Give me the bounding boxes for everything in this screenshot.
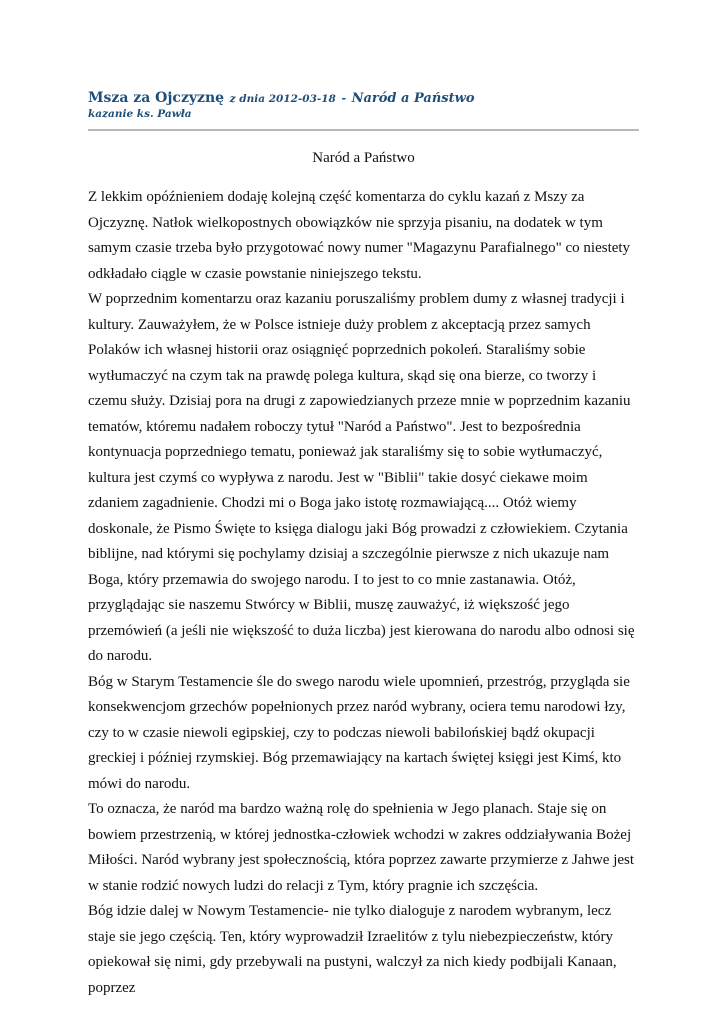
- paragraph: Bóg w Starym Testamencie śle do swego narodu wiele upomnień, przestróg, przygląda sie konsekwencjom grzechów popełnionych przez naród wybrany, ociera temu narodowi łzy, czy to w czasie niewoli egipskiej, czy to podczas niewoli babilońskiej bądź okupacji greckiej i później rzymskiej. Bóg przemawiający na kartach świętej księgi jest Kimś, kto mówi do narodu.: [88, 673, 630, 792]
- paragraph: W poprzednim komentarzu oraz kazaniu poruszaliśmy problem dumy z własnej tradycji i kultury. Zauważyłem, że w Polsce istnieje duży problem z akceptacją przez samych Polaków ich własnej historii oraz osiągnięć poprzednich pokoleń. Staraliśmy sobie wytłumaczyć na czym tak na prawdę polega kultura, skąd się ona bierze, co tworzy i czemu służy. Dzisiaj pora na drugi z zapowiedzianych przeze mnie w poprzednim kazaniu tematów, któremu nadałem roboczy tytuł "Naród a Państwo". Jest to bezpośrednia kontynuacja poprzedniego tematu, ponieważ jak staraliśmy się to sobie wytłumaczyć, kultura jest czymś co wypływa z narodu. Jest w "Biblii" takie dosyć ciekawe moim zdaniem zagadnienie. Chodzi mi o Boga jako istotę rozmawiającą.... Otóż wiemy doskonale, że Pismo Święte to księga dialogu jaki Bóg prowadzi z człowiekiem. Czytania biblijne, nad którymi się pochylamy dzisiaj a szczególnie pierwsze z nich ukazuje nam Boga, który przemawia do swojego narodu. I to jest to co mnie zastanawia. Otóż, przyglądając sie naszemu Stwórcy w Biblii, muszę zauważyć, iż większość jego przemówień (a jeśli nie większość to duża liczba) jest kierowana do narodu albo odnosi się do narodu.: [88, 291, 635, 664]
- document-body: [88, 185, 639, 1001]
- header-title: Msza za Ojczyznę: [88, 90, 225, 106]
- header-separator: -: [341, 92, 347, 105]
- header-divider: [88, 129, 639, 131]
- paragraph: To oznacza, że naród ma bardzo ważną rolę do spełnienia w Jego planach. Staje się on bowiem przestrzenią, w której jednostka-człowiek wchodzi w zakres oddziaływania Bożej Miłości. Naród wybrany jest społecznością, która poprzez zawarte przymierze z Jahwe jest w stanie rodzić nowych ludzi do relacji z Tym, który pragnie ich szczęścia.: [88, 801, 635, 894]
- paragraph: Bóg idzie dalej w Nowym Testamencie- nie tylko dialoguje z narodem wybranym, lecz staje sie jego częścią. Ten, który wyprowadził Izraelitów z tylu niebezpieczeństw, który opiekował się nimi, gdy przebywali na pustyni, walczył za nich kiedy podbijali Kanaan, poprzez: [88, 903, 617, 996]
- paragraph: Z lekkim opóźnieniem dodaję kolejną część komentarza do cyklu kazań z Mszy za Ojczyznę. Natłok wielkopostnych obowiązków nie sprzyja pisaniu, na dodatek w tym samym czasie trzeba było przygotować nowy numer "Magazynu Parafialnego" co niestety odkładało ciągle w czasie powstanie niniejszego tekstu.: [88, 189, 631, 282]
- document-header: [88, 88, 639, 108]
- document-title: Naród a Państwo: [312, 150, 415, 166]
- document-page: [88, 88, 639, 1001]
- header-subtitle: Naród a Państwo: [351, 91, 475, 106]
- header-date: z dnia 2012-03-18: [229, 93, 336, 105]
- header-author: kazanie ks. Pawła: [88, 108, 192, 120]
